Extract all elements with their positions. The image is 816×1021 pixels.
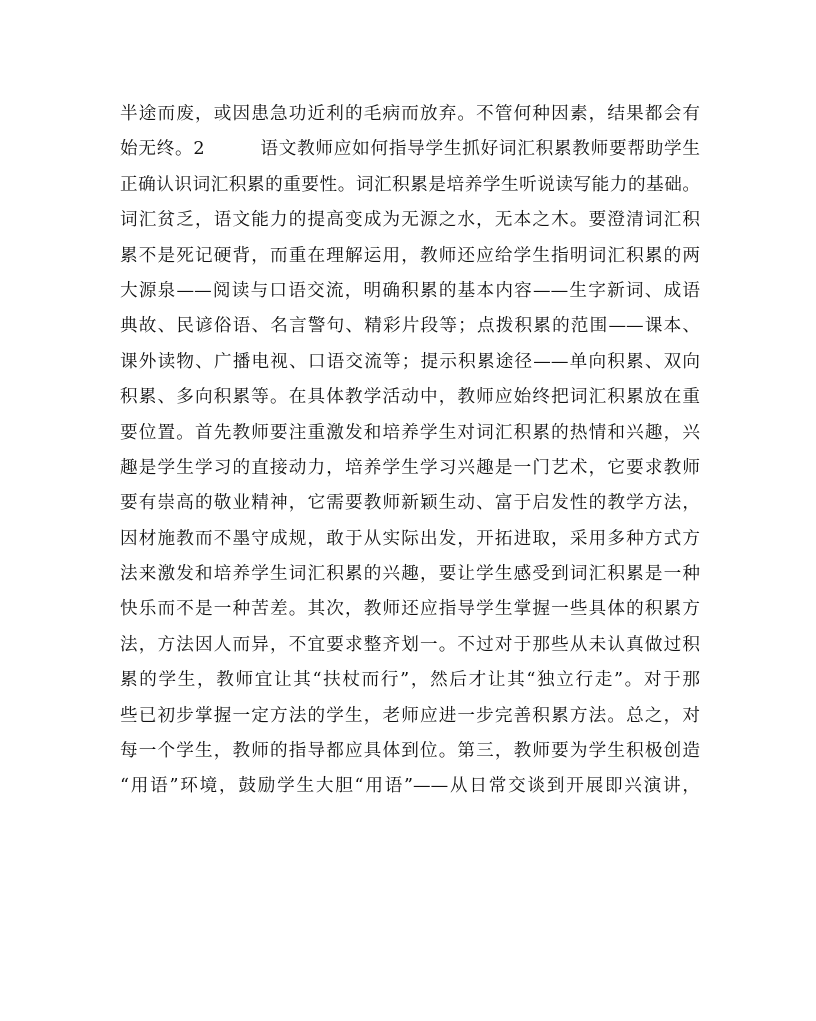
text-line-18: 些已初步掌握一定方法的学生，老师应进一步完善积累方法。总之，对 (120, 705, 700, 726)
text-line-11: 趣是学生学习的直接动力，培养学生学习兴趣是一门艺术，它要求教师 (120, 457, 700, 478)
text-line-5: 累不是死记硬背，而重在理解运用，教师还应给学生指明词汇积累的两 (120, 245, 700, 266)
text-line-1: 半途而废，或因患急功近利的毛病而放弃。不管何种因素，结果都会有 (120, 104, 700, 124)
text-line-14: 法来激发和培养学生词汇积累的兴趣，要让学生感受到词汇积累是一种 (120, 564, 700, 585)
text-line-9: 积累、多向积累等。在具体教学活动中，教师应始终把词汇积累放在重 (120, 387, 700, 408)
text-line-16: 法，方法因人而异，不宜要求整齐划一。不过对于那些从未认真做过积 (120, 634, 700, 655)
text-line-3: 正确认识词汇积累的重要性。词汇积累是培养学生听说读写能力的基础。 (120, 174, 700, 195)
text-line-15: 快乐而不是一种苦差。其次，教师还应指导学生掌握一些具体的积累方 (120, 599, 700, 620)
text-line-6: 大源泉——阅读与口语交流，明确积累的基本内容——生字新词、成语 (120, 280, 700, 301)
text-line-19: 每一个学生，教师的指导都应具体到位。第三，教师要为学生积极创造 (120, 741, 700, 762)
body-text (120, 97, 700, 805)
text-line-12: 要有崇高的敬业精神，它需要教师新颖生动、富于启发性的教学方法， (120, 493, 700, 514)
text-line-17: 累的学生，教师宜让其“扶杖而行”，然后才让其“独立行走”。对于那 (120, 670, 700, 691)
text-line-20: “用语”环境，鼓励学生大胆“用语”——从日常交谈到开展即兴演讲， (120, 776, 700, 797)
text-line-8: 课外读物、广播电视、口语交流等；提示积累途径——单向积累、双向 (120, 351, 700, 372)
text-line-4: 词汇贫乏，语文能力的提高变成为无源之水，无本之木。要澄清词汇积 (120, 210, 700, 231)
text-line-7: 典故、民谚俗语、名言警句、精彩片段等；点拨积累的范围——课本、 (120, 316, 700, 337)
text-line-2: 始无终。2 语文教师应如何指导学生抓好词汇积累教师要帮助学生 (120, 139, 700, 160)
text-line-13: 因材施教而不墨守成规，敢于从实际出发，开拓进取，采用多种方式方 (120, 528, 700, 549)
text-line-10: 要位置。首先教师要注重激发和培养学生对词汇积累的热情和兴趣，兴 (120, 422, 700, 443)
